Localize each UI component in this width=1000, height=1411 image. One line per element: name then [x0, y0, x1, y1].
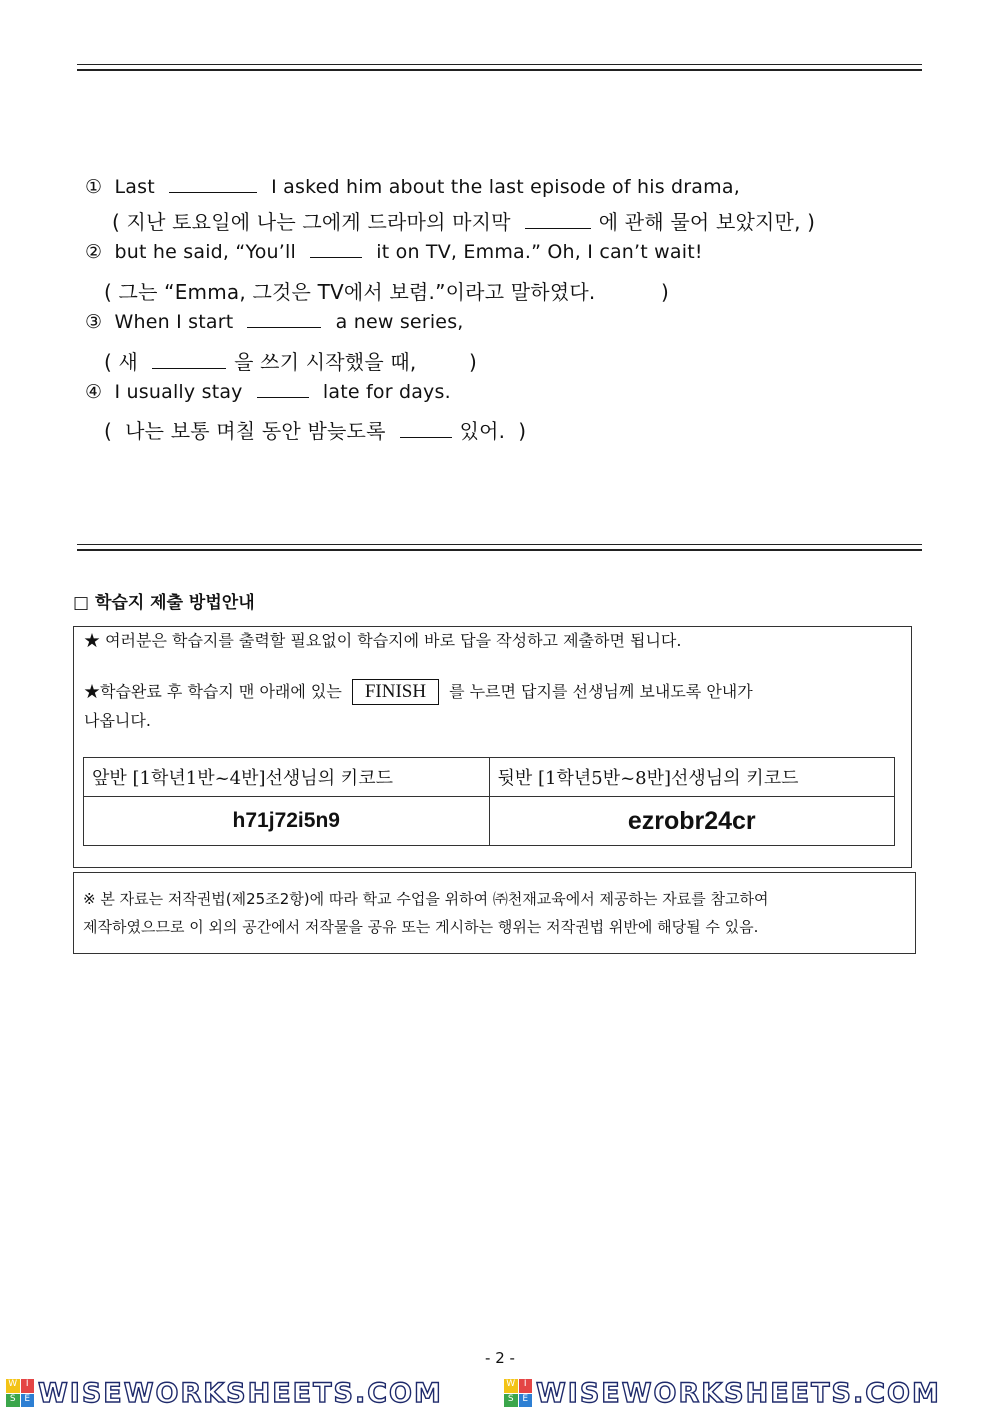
english-text: a new series, [335, 311, 464, 333]
logo-tile: S [6, 1394, 20, 1408]
logo-tile: I [519, 1379, 533, 1393]
instruction-text: ★학습완료 후 학습지 맨 아래에 있는 [84, 682, 342, 701]
english-text: Last [114, 176, 155, 198]
top-divider [77, 64, 922, 71]
korean-text: ( 그는 “Emma, 그것은 TV에서 보렴.”이라고 말하였다. ) [104, 280, 669, 304]
exercise-line-4 [85, 381, 457, 403]
notice-line-2: 제작하였으므로 이 외의 공간에서 저작물을 공유 또는 게시하는 행위는 저작권법 위반에 해당될 수 있음. [83, 918, 759, 936]
english-text: I asked him about the last episode of his drama, [271, 176, 740, 198]
brand-text-left: WISEWORKSHEETS.COM [38, 1377, 443, 1409]
logo-tile: W [6, 1379, 20, 1393]
english-text: I usually stay [114, 381, 243, 403]
middle-divider [77, 544, 922, 551]
instruction-text: 를 누르면 답지를 선생님께 보내도록 안내가 [449, 682, 753, 701]
exercise-line-3 [85, 311, 470, 333]
korean-line-4 [104, 415, 532, 444]
wise-logo-icon [504, 1379, 532, 1407]
brand-right [502, 1378, 1000, 1409]
answer-blank[interactable] [400, 436, 452, 438]
notice-line-1: ※ 본 자료는 저작권법(제25조2항)에 따라 학교 수업을 위하여 ㈜천재교육에서 제공하는 자료를 참고하여 [83, 890, 769, 908]
instruction-line-3: 나옵니다. [84, 711, 151, 730]
english-text: When I start [114, 311, 234, 333]
finish-button[interactable]: FINISH [352, 679, 439, 705]
answer-blank[interactable] [247, 326, 321, 328]
teacher-keycode-table [83, 757, 895, 846]
answer-blank[interactable] [257, 396, 309, 398]
english-text: late for days. [322, 381, 451, 403]
brand-text-right: WISEWORKSHEETS.COM [536, 1377, 941, 1409]
logo-tile: E [21, 1394, 35, 1408]
brand-left [0, 1378, 502, 1409]
instruction-line-2 [84, 679, 753, 705]
question-number: ④ [85, 381, 103, 403]
exercise-line-1 [85, 176, 746, 198]
question-number: ③ [85, 311, 103, 333]
answer-blank[interactable] [525, 227, 591, 229]
logo-tile: I [21, 1379, 35, 1393]
answer-blank[interactable] [310, 256, 362, 258]
logo-tile: S [504, 1394, 518, 1408]
logo-tile: W [504, 1379, 518, 1393]
submission-instructions-box [73, 626, 912, 868]
answer-blank[interactable] [169, 191, 257, 193]
korean-line-2 [104, 276, 675, 305]
exercise-line-2 [85, 241, 709, 263]
keycode-front: h71j72i5n9 [84, 797, 490, 846]
korean-text: 을 쓰기 시작했을 때, ) [234, 350, 477, 374]
logo-tile: E [519, 1394, 533, 1408]
korean-text: 있어. ) [459, 419, 527, 443]
question-number: ② [85, 241, 103, 263]
korean-text: ( 나는 보통 며칠 동안 밤늦도록 [104, 419, 386, 443]
question-number: ① [85, 176, 103, 198]
copyright-notice [73, 872, 916, 954]
korean-text: ( 새 [104, 350, 139, 374]
english-text: but he said, “You’ll [114, 241, 296, 263]
korean-text: ( 지난 토요일에 나는 그에게 드라마의 마지막 [112, 210, 511, 234]
submission-title: □ 학습지 제출 방법안내 [73, 593, 255, 613]
english-text: it on TV, Emma.” Oh, I can’t wait! [376, 241, 703, 263]
keycode-header-back: 뒷반 [1학년5반~8반]선생님의 키코드 [489, 758, 895, 797]
wise-logo-icon [6, 1379, 34, 1407]
keycode-header-front: 앞반 [1학년1반~4반]선생님의 키코드 [84, 758, 490, 797]
answer-blank[interactable] [152, 367, 226, 369]
page-number: - 2 - [485, 1349, 515, 1367]
korean-line-3 [104, 346, 483, 375]
korean-line-1 [112, 206, 821, 235]
footer-banner [0, 1375, 1000, 1411]
instruction-line-1: ★ 여러분은 학습지를 출력할 필요없이 학습지에 바로 답을 작성하고 제출하면 됩니다. [84, 631, 682, 650]
keycode-back: ezrobr24cr [489, 797, 895, 846]
korean-text: 에 관해 물어 보았지만, ) [598, 210, 816, 234]
